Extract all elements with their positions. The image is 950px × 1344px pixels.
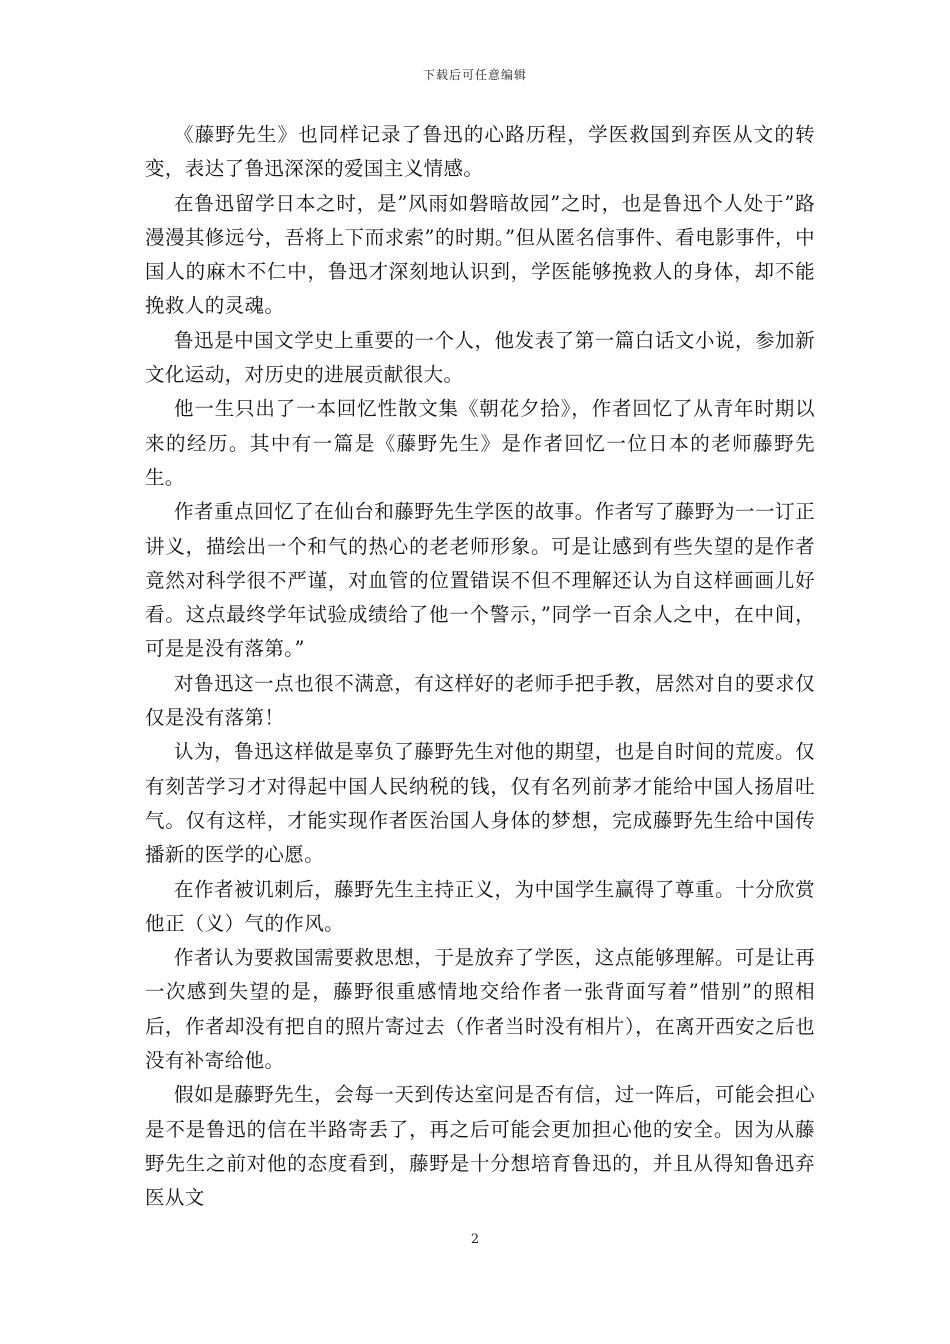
- paragraph: 鲁迅是中国文学史上重要的一个人，他发表了第一篇白话文小说，参加新文化运动，对历史的进展贡献很大。: [145, 328, 815, 387]
- paragraph: 对鲁迅这一点也很不满意，有这样好的老师手把手教，居然对自的要求仅仅是没有落第！: [145, 671, 815, 730]
- paragraph: 作者认为要救国需要救思想，于是放弃了学医，这点能够理解。可是让再一次感到失望的是，藤野很重感情地交给作者一张背面写着”惜别”的照相后，作者却没有把自的照片寄过去（作者当时没有相片），在离开西安之后也没有补寄给他。: [145, 946, 815, 1073]
- paragraph: 在鲁迅留学日本之时，是”风雨如磐暗故园”之时，也是鲁迅个人处于”路漫漫其修远兮，吾将上下而求索”的时期。”但从匿名信事件、看电影事件，中国人的麻木不仁中，鲁迅才深刻地认识到，学医能够挽救人的身体，却不能挽救人的灵魂。: [145, 191, 815, 318]
- article-body: [145, 118, 815, 1216]
- paragraph: 假如是藤野先生，会每一天到传达室问是否有信，过一阵后，可能会担心是不是鲁迅的信在半路寄丢了，再之后可能会更加担心他的安全。因为从藤野先生之前对他的态度看到，藤野是十分想培育鲁迅的，并且从得知鲁迅弃医从文: [145, 1083, 815, 1210]
- paragraph: 作者重点回忆了在仙台和藤野先生学医的故事。作者写了藤野为一一订正讲义，描绘出一个和气的热心的老老师形象。可是让感到有些失望的是作者竟然对科学很不严谨，对血管的位置错误不但不理解还认为自这样画画儿好看。这点最终学年试验成绩给了他一个警示，”同学一百余人之中，在中间，可是是没有落第。”: [145, 500, 815, 661]
- paragraph: 他一生只出了一本回忆性散文集《朝花夕拾》，作者回忆了从青年时期以来的经历。其中有一篇是《藤野先生》是作者回忆一位日本的老师藤野先生。: [145, 397, 815, 489]
- page-number: 2: [470, 1232, 480, 1247]
- paragraph: 在作者被讥刺后，藤野先生主持正义，为中国学生赢得了尊重。十分欣赏他正（义）气的作风。: [145, 877, 815, 935]
- paragraph: 认为，鲁迅这样做是辜负了藤野先生对他的期望，也是自时间的荒废。仅有刻苦学习才对得起中国人民纳税的钱，仅有名列前茅才能给中国人扬眉吐气。仅有这样，才能实现作者医治国人身体的梦想，完成藤野先生给中国传播新的医学的心愿。: [145, 740, 815, 867]
- page-header: 下载后可任意编辑: [422, 68, 527, 82]
- paragraph: 《藤野先生》也同样记录了鲁迅的心路历程，学医救国到弃医从文的转变，表达了鲁迅深深的爱国主义情感。: [145, 123, 815, 181]
